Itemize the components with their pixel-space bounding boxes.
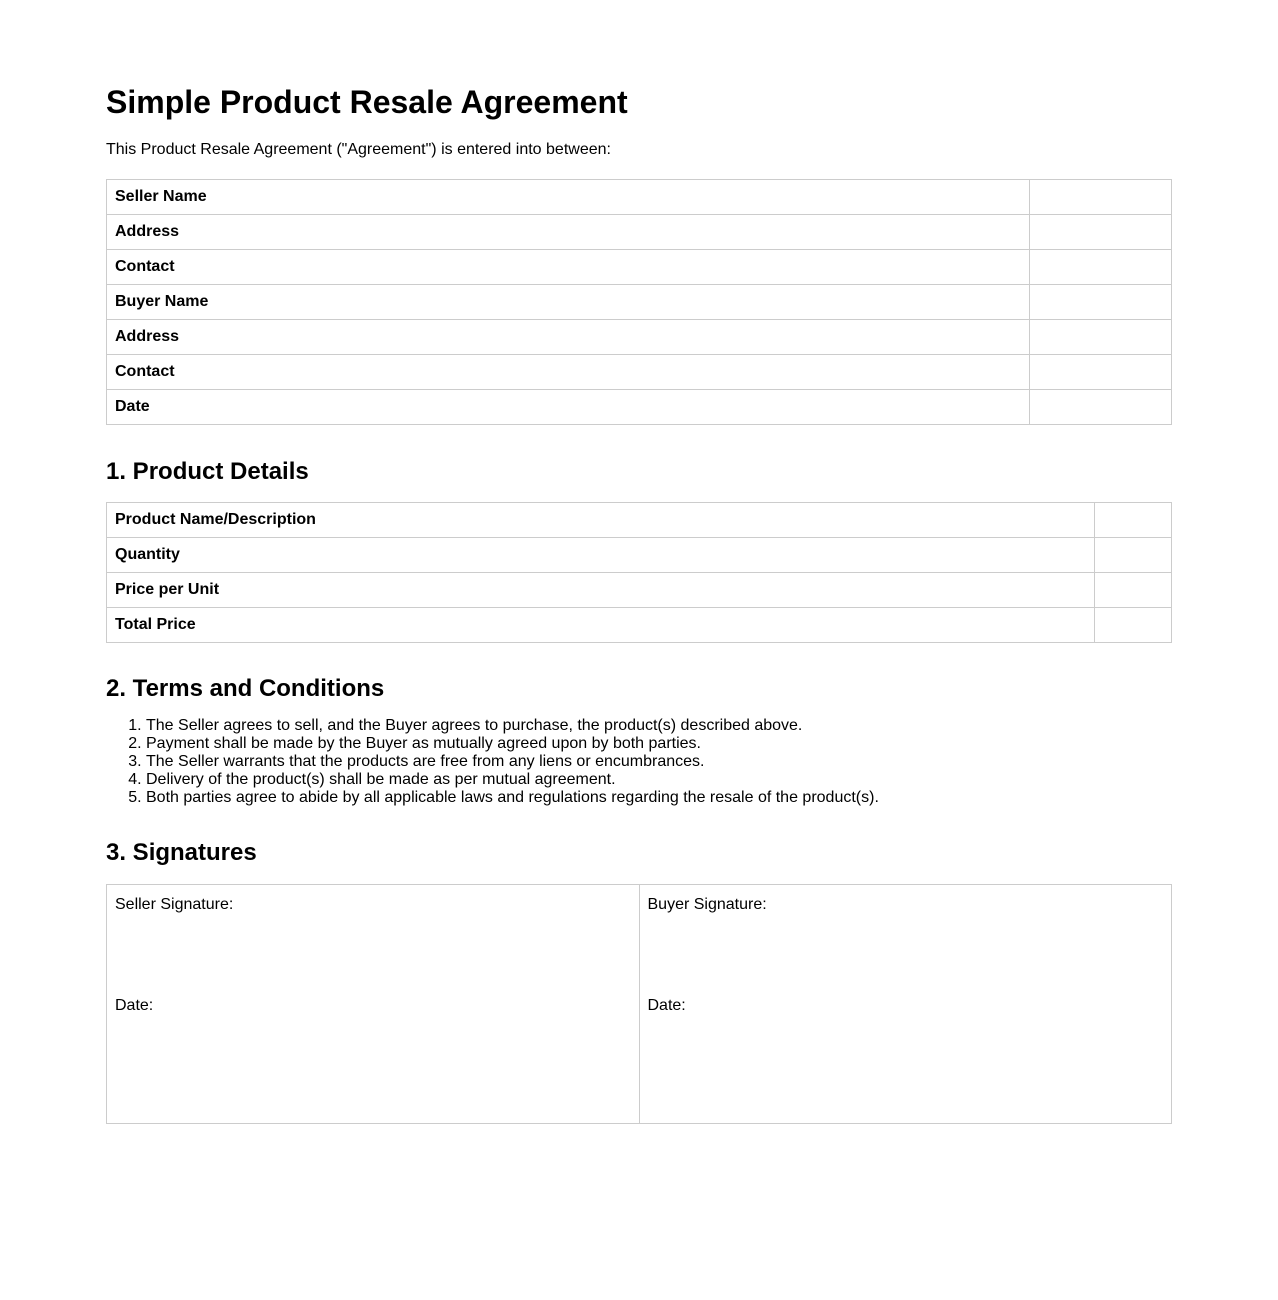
table-row	[107, 885, 1172, 1124]
seller-date-label: Date:	[115, 997, 154, 1014]
quantity-value[interactable]	[1095, 538, 1172, 573]
signatures-table	[106, 884, 1172, 1124]
table-row	[107, 180, 1172, 215]
terms-heading: 2. Terms and Conditions	[106, 675, 385, 702]
table-row	[107, 538, 1172, 573]
seller-signature-label: Seller Signature:	[115, 896, 234, 913]
product-details-table	[106, 502, 1172, 643]
date-value[interactable]	[1030, 390, 1172, 425]
intro-text: This Product Resale Agreement ("Agreement") is entered into between:	[106, 141, 611, 158]
buyer-name-value[interactable]	[1030, 285, 1172, 320]
table-row	[107, 285, 1172, 320]
list-item: 2. Payment shall be made by the Buyer as mutually agreed upon by both parties.	[146, 735, 1172, 753]
document-title: Simple Product Resale Agreement	[106, 84, 628, 120]
price-per-unit-label: Price per Unit	[107, 573, 1095, 608]
date-label: Date	[107, 390, 1030, 425]
buyer-signature-label: Buyer Signature:	[647, 896, 767, 913]
buyer-date-label: Date:	[647, 997, 686, 1014]
list-item: 4. Delivery of the product(s) shall be made as per mutual agreement.	[146, 771, 1172, 789]
list-item: 5. Both parties agree to abide by all applicable laws and regulations regarding the resale of the product(s).	[146, 789, 1172, 807]
seller-contact-value[interactable]	[1030, 250, 1172, 285]
seller-name-label: Seller Name	[107, 180, 1030, 215]
table-row	[107, 573, 1172, 608]
document-page	[106, 0, 1172, 1124]
buyer-address-label: Address	[107, 320, 1030, 355]
list-item: 3. The Seller warrants that the products are free from any liens or encumbrances.	[146, 753, 1172, 771]
table-row	[107, 250, 1172, 285]
total-price-label: Total Price	[107, 608, 1095, 643]
price-per-unit-value[interactable]	[1095, 573, 1172, 608]
product-name-label: Product Name/Description	[107, 503, 1095, 538]
seller-signature-cell[interactable]	[107, 885, 640, 1124]
buyer-signature-cell[interactable]	[639, 885, 1172, 1124]
table-row	[107, 355, 1172, 390]
seller-contact-label: Contact	[107, 250, 1030, 285]
parties-table	[106, 179, 1172, 425]
total-price-value[interactable]	[1095, 608, 1172, 643]
quantity-label: Quantity	[107, 538, 1095, 573]
table-row	[107, 215, 1172, 250]
terms-list	[106, 717, 1172, 807]
seller-address-label: Address	[107, 215, 1030, 250]
list-item: 1. The Seller agrees to sell, and the Buyer agrees to purchase, the product(s) described above.	[146, 717, 1172, 735]
buyer-name-label: Buyer Name	[107, 285, 1030, 320]
seller-address-value[interactable]	[1030, 215, 1172, 250]
table-row	[107, 390, 1172, 425]
table-row	[107, 503, 1172, 538]
seller-name-value[interactable]	[1030, 180, 1172, 215]
table-row	[107, 608, 1172, 643]
buyer-contact-label: Contact	[107, 355, 1030, 390]
buyer-address-value[interactable]	[1030, 320, 1172, 355]
product-details-heading: 1. Product Details	[106, 458, 309, 485]
buyer-contact-value[interactable]	[1030, 355, 1172, 390]
table-row	[107, 320, 1172, 355]
product-name-value[interactable]	[1095, 503, 1172, 538]
signatures-heading: 3. Signatures	[106, 839, 257, 866]
